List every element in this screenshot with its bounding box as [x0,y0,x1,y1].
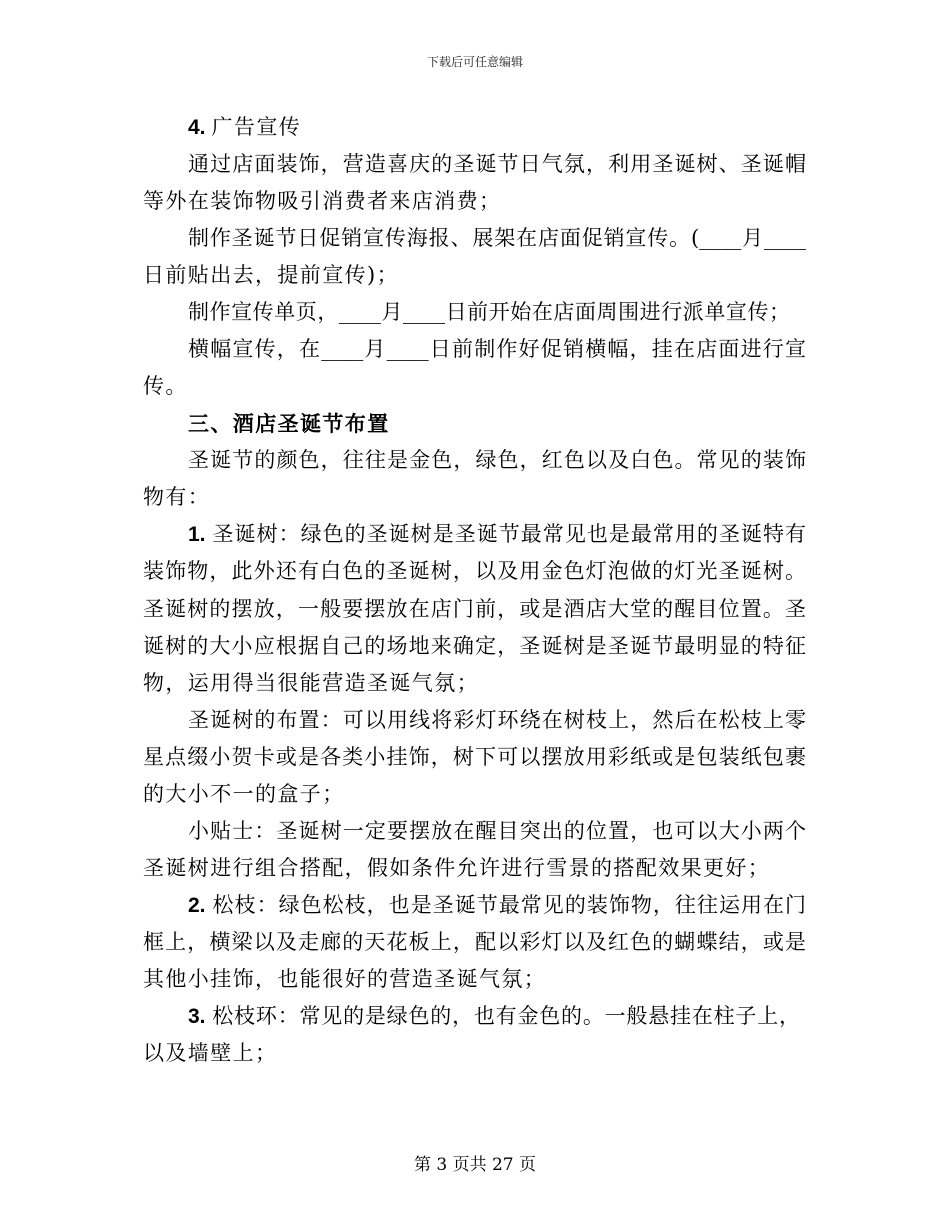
page-header: 下载后可任意编辑 [426,55,523,69]
section-heading: 三、酒店圣诞节布置 [188,411,390,437]
heading-number: 4. [188,115,206,139]
list-item-line: 诞树的大小应根据自己的场地来确定，圣诞树是圣诞节最明显的特征 [143,633,806,658]
list-item-text: 松枝环：常见的是绿色的，也有金色的。一般悬挂在柱子上， [211,1004,800,1029]
list-item-line: 其他小挂饰，也能很好的营造圣诞气氛； [143,967,547,992]
document-body [143,109,806,1073]
paragraph-line: 日前贴出去，提前宣传)； [143,262,399,287]
paragraph-line: 圣诞树进行组合搭配，假如条件允许进行雪景的搭配效果更好； [143,856,771,881]
paragraph-line: 制作圣诞节日促销宣传海报、展架在店面促销宣传。(____月____ [188,225,806,250]
list-item-line: 圣诞树的摆放，一般要摆放在店门前，或是酒店大堂的醒目位置。圣 [143,596,806,621]
list-number: 3. [188,1005,206,1029]
paragraph-line: 制作宣传单页，____月____日前开始在店面周围进行派单宣传； [188,299,790,324]
paragraph-line: 的大小不一的盒子； [143,781,345,806]
list-item-line: 框上，横梁以及走廊的天花板上，配以彩灯以及红色的蝴蝶结，或是 [143,930,806,955]
paragraph-line: 横幅宣传，在____月____日前制作好促销横幅，挂在店面进行宣 [188,336,806,361]
paragraph-line: 圣诞树的布置：可以用线将彩灯环绕在树枝上，然后在松枝上零 [188,707,806,732]
list-item-line [188,998,800,1035]
list-item-line [188,887,806,924]
list-item-line [188,516,806,553]
paragraph-line: 圣诞节的颜色，往往是金色，绿色，红色以及白色。常见的装饰 [188,448,806,473]
subsection-heading [188,109,806,146]
heading-text: 广告宣传 [211,114,302,139]
list-number: 2. [188,894,206,918]
list-number: 1. [188,523,206,547]
paragraph-line: 等外在装饰物吸引消费者来店消费； [143,188,502,213]
page-number-footer: 第 3 页共 27 页 [413,1155,537,1175]
paragraph-line: 星点缀小贺卡或是各类小挂饰，树下可以摆放用彩纸或是包装纸包裹 [143,744,806,769]
list-item-line: 以及墙壁上； [143,1041,278,1066]
paragraph-line: 小贴士：圣诞树一定要摆放在醒目突出的位置，也可以大小两个 [188,818,806,843]
list-item-text: 圣诞树：绿色的圣诞树是圣诞节最常见也是最常用的圣诞特有 [211,522,806,547]
list-item-line: 物，运用得当很能营造圣诞气氛； [143,670,479,695]
paragraph-line: 物有： [143,485,211,510]
paragraph-line: 传。 [143,374,188,399]
list-item-text: 松枝：绿色松枝，也是圣诞节最常见的装饰物，往往运用在门 [211,893,806,918]
list-item-line: 装饰物，此外还有白色的圣诞树，以及用金色灯泡做的灯光圣诞树。 [143,559,806,584]
paragraph-line: 通过店面装饰，营造喜庆的圣诞节日气氛，利用圣诞树、圣诞帽 [188,151,806,176]
